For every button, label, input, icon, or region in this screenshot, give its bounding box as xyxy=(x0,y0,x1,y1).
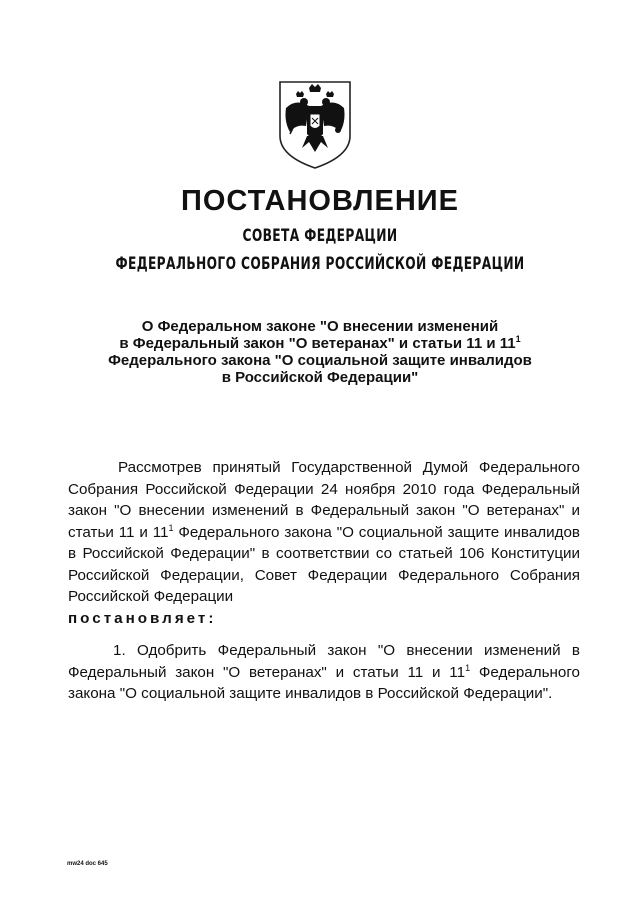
document-title: ПОСТАНОВЛЕНИЕ xyxy=(181,185,459,217)
superscript: 1 xyxy=(168,522,174,533)
document-subject xyxy=(90,318,550,386)
issuer-line-1: СОВЕТА ФЕДЕРАЦИИ xyxy=(242,226,398,246)
preamble-paragraph xyxy=(68,457,580,629)
clause-1-text-b: Федерального закона "О социальной защите инвалидов в Российской Федерации". xyxy=(68,663,580,702)
subject-line-4: в Российской Федерации" xyxy=(221,369,419,386)
clause-1-text-a: 1. Одобрить Федеральный закон "О внесении изменений в Федеральный закон "О ветеранах" и статьи 11 и 11 xyxy=(68,642,580,681)
superscript: 1 xyxy=(465,662,471,673)
decree-word: постановляет: xyxy=(68,609,217,627)
subject-line-1: О Федеральном законе "О внесении изменений xyxy=(141,318,499,335)
superscript: 1 xyxy=(515,334,521,344)
russian-coat-of-arms-icon xyxy=(276,78,354,170)
clause-1-paragraph xyxy=(68,640,580,705)
preamble-text-a: Рассмотрев принятый Государственной Думой Федерального Собрания Российской Федерации 24 ноября 2010 года Федеральный закон "О внесении изменений в Федеральный закон "О ветеранах" и статьи 11 и 11 xyxy=(68,459,580,541)
subject-line-2-text: в Федеральный закон "О ветеранах" и статьи 11 и 11 xyxy=(119,335,516,352)
subject-line-2 xyxy=(90,335,550,352)
subject-line-3: Федерального закона "О социальной защите инвалидов xyxy=(108,352,532,369)
file-reference: mw24 doc 645 xyxy=(67,861,108,867)
preamble-text-b: Федерального закона "О социальной защите инвалидов в Российской Федерации" в соответствии со статьей 106 Конституции Российской Федерации, Совет Федерации Федерального Собрания Российской Федерации xyxy=(68,523,580,605)
issuer-line-2: ФЕДЕРАЛЬНОГО СОБРАНИЯ РОССИЙСКОЙ ФЕДЕРАЦИИ xyxy=(115,254,525,274)
